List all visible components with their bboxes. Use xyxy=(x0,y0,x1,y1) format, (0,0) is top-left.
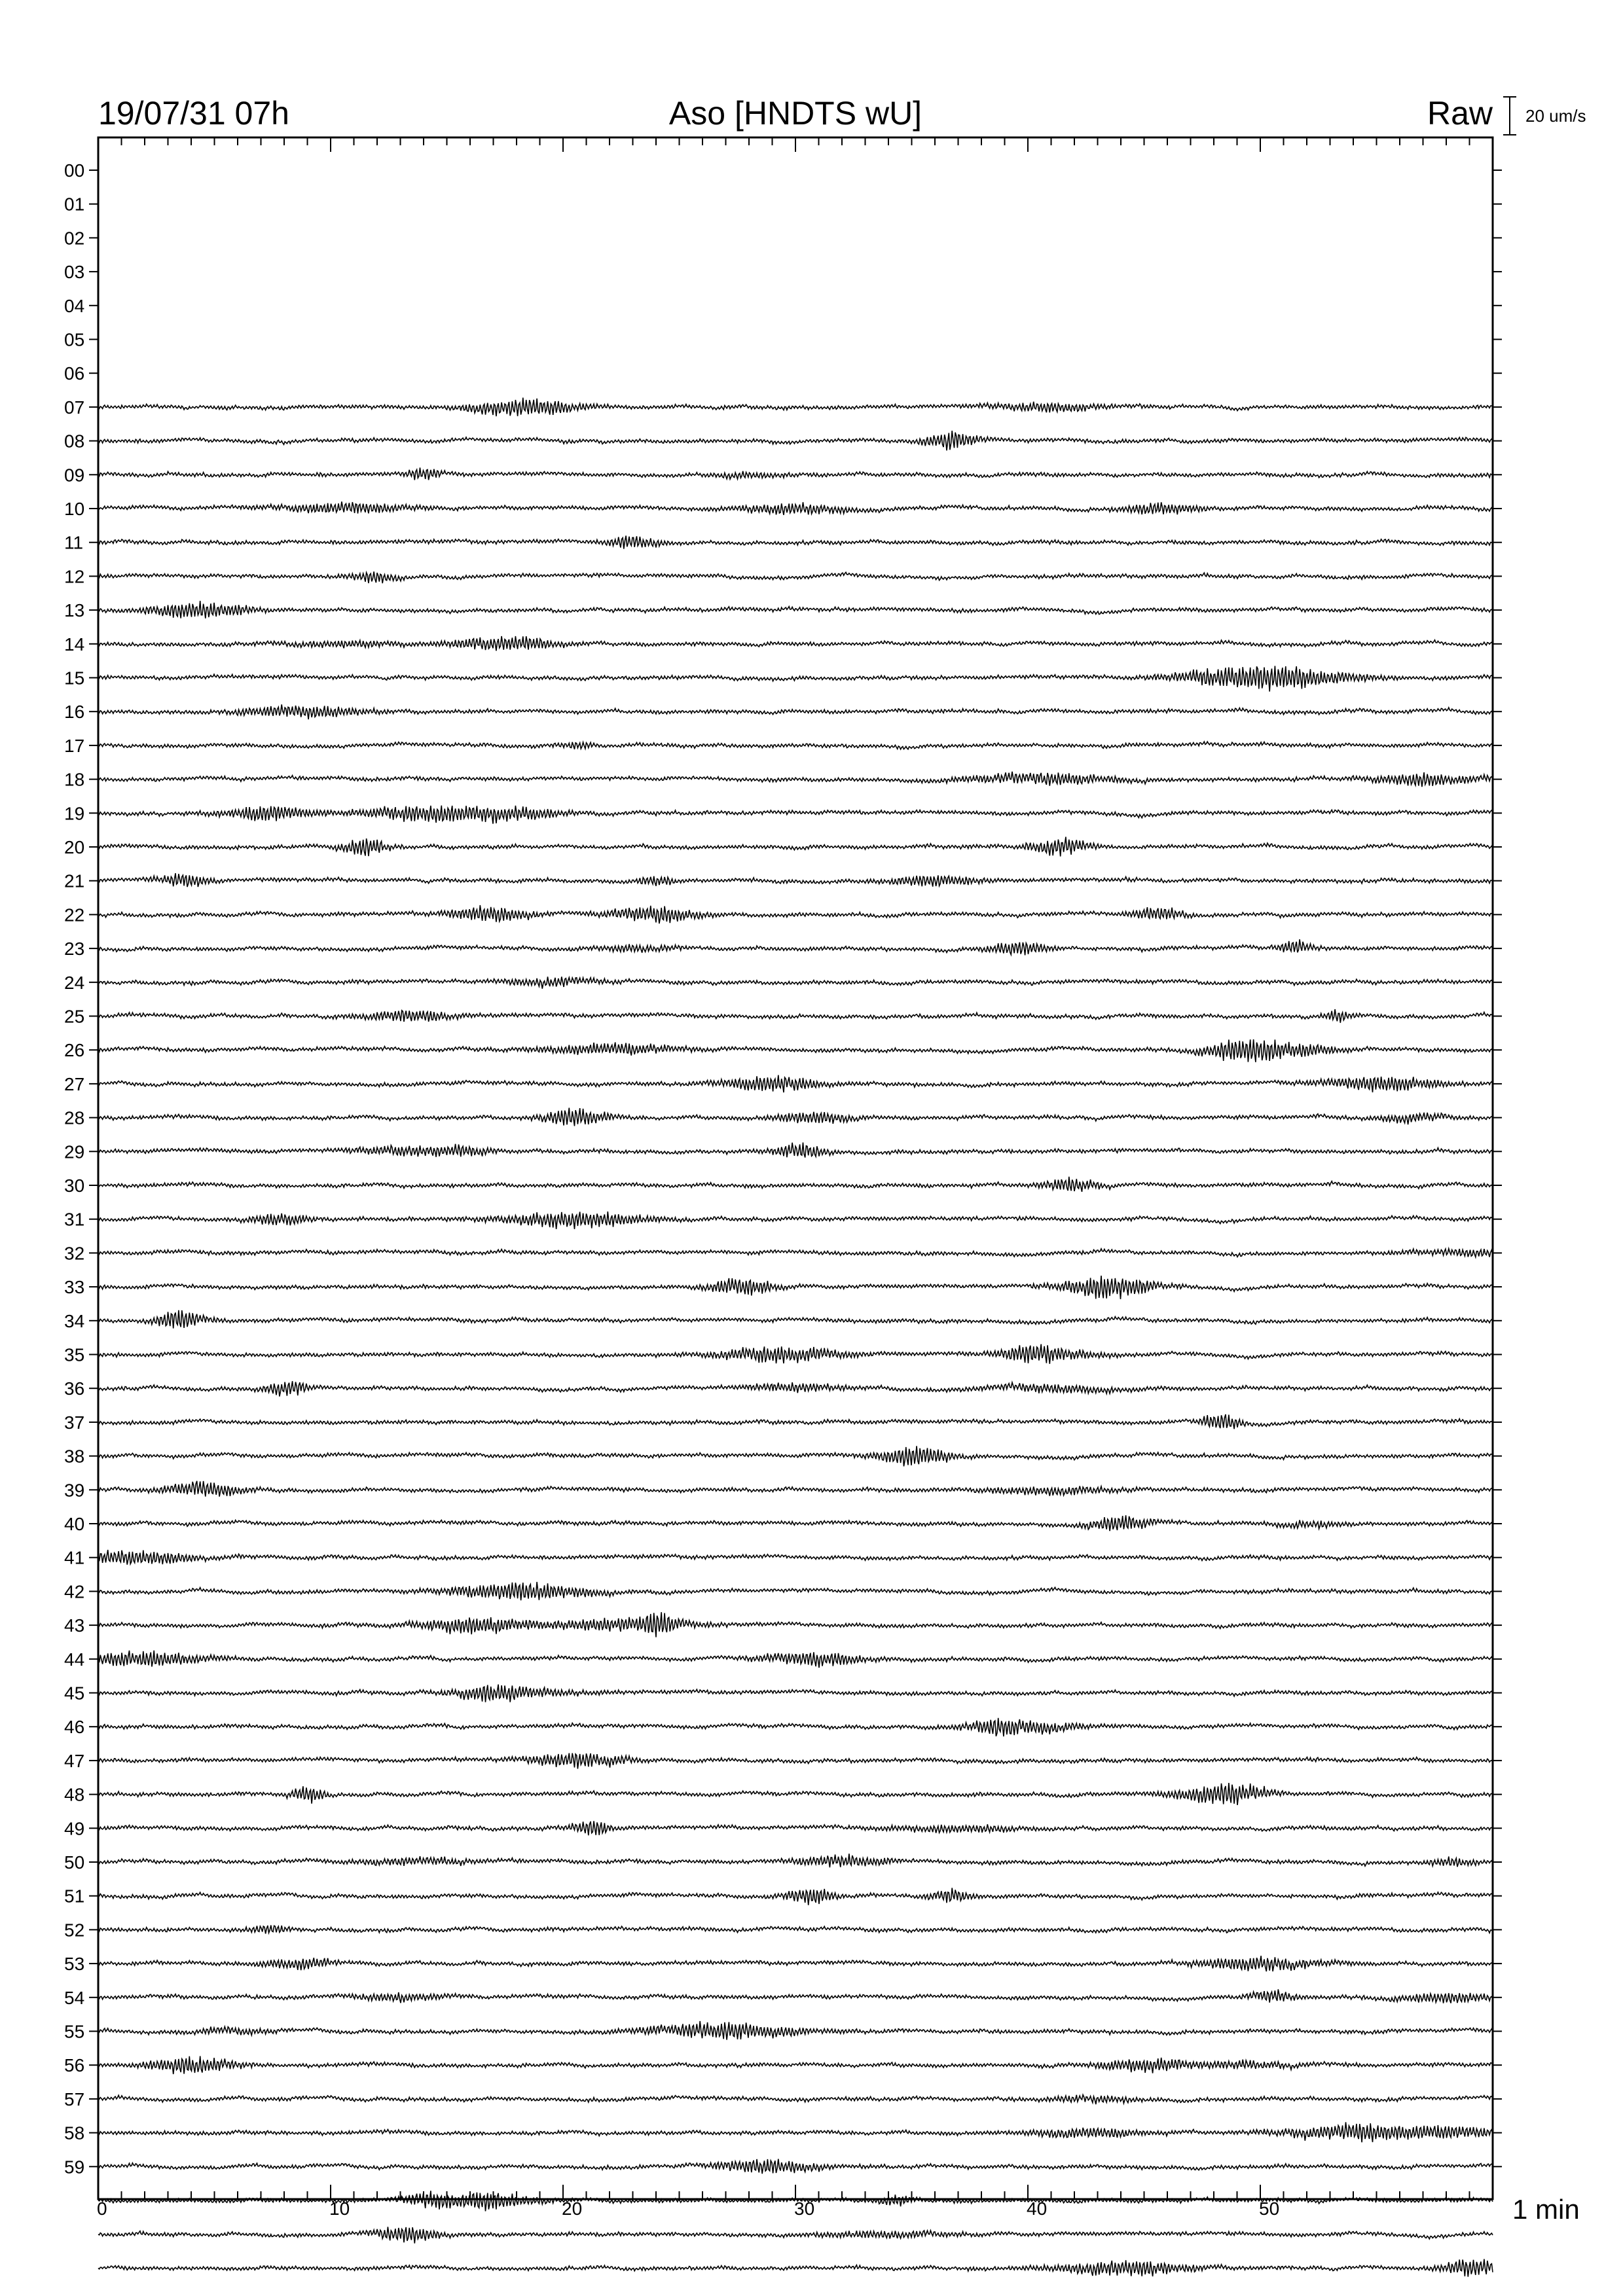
trace-row xyxy=(98,1515,1493,1531)
row-label: 33 xyxy=(64,1277,85,1298)
row-label: 43 xyxy=(64,1615,85,1636)
trace-row xyxy=(98,1753,1493,1769)
row-label: 51 xyxy=(64,1886,85,1907)
x-tick-label: 50 xyxy=(1259,2198,1280,2219)
trace-row xyxy=(98,1582,1493,1600)
row-label: 05 xyxy=(64,329,85,350)
row-label: 02 xyxy=(64,228,85,249)
trace-row xyxy=(98,1821,1493,1835)
trace-row xyxy=(98,431,1493,450)
row-label: 41 xyxy=(64,1547,85,1568)
trace-row xyxy=(98,772,1493,787)
row-label: 44 xyxy=(64,1649,85,1670)
row-label: 22 xyxy=(64,905,85,925)
row-label: 01 xyxy=(64,194,85,215)
row-label: 24 xyxy=(64,972,85,993)
row-label: 54 xyxy=(64,1987,85,2008)
row-label: 35 xyxy=(64,1344,85,1365)
trace-row xyxy=(98,873,1493,887)
trace-row xyxy=(98,939,1493,955)
trace-row xyxy=(98,2056,1493,2075)
trace-row xyxy=(98,1075,1493,1093)
row-label: 07 xyxy=(64,397,85,418)
row-label: 50 xyxy=(64,1852,85,1873)
row-label: 10 xyxy=(64,499,85,519)
row-label: 59 xyxy=(64,2157,85,2178)
row-label: 47 xyxy=(64,1750,85,1771)
trace-row xyxy=(98,1888,1493,1905)
trace-row xyxy=(98,468,1493,480)
trace-row xyxy=(98,398,1493,416)
trace-row xyxy=(98,905,1493,924)
trace-row xyxy=(98,837,1493,857)
row-label: 13 xyxy=(64,600,85,621)
trace-row xyxy=(98,1143,1493,1158)
trace-row xyxy=(98,742,1493,749)
row-label: 37 xyxy=(64,1412,85,1433)
trace-row xyxy=(98,571,1493,583)
header-mode: Raw xyxy=(1427,95,1493,132)
row-label: 34 xyxy=(64,1310,85,1331)
trace-row xyxy=(98,1651,1493,1668)
x-tick-label: 0 xyxy=(97,2198,107,2219)
trace-row xyxy=(98,977,1493,988)
row-label: 11 xyxy=(64,532,84,553)
trace-row xyxy=(98,1481,1493,1497)
trace-row xyxy=(98,1211,1493,1229)
time-unit-label: 1 min xyxy=(1512,2194,1580,2225)
trace-row xyxy=(98,704,1493,719)
row-label: 18 xyxy=(64,769,85,790)
trace-row xyxy=(98,2095,1493,2105)
trace-row xyxy=(98,1177,1493,1192)
scale-bar xyxy=(1503,97,1516,135)
trace-row xyxy=(98,2227,1493,2243)
row-label: 56 xyxy=(64,2055,85,2076)
row-label: 25 xyxy=(64,1006,85,1027)
row-label: 45 xyxy=(64,1683,85,1704)
row-label: 55 xyxy=(64,2021,85,2042)
trace-row xyxy=(98,1381,1493,1396)
x-tick-label: 40 xyxy=(1027,2198,1048,2219)
row-label: 28 xyxy=(64,1107,85,1128)
trace-row xyxy=(98,666,1493,691)
scale-label: 20 um/s xyxy=(1525,106,1586,126)
trace-row xyxy=(98,2122,1493,2142)
row-label: 52 xyxy=(64,1920,85,1941)
axis-ticks xyxy=(98,137,1493,2199)
row-label: 00 xyxy=(64,160,85,181)
row-label: 36 xyxy=(64,1378,85,1399)
row-label: 30 xyxy=(64,1175,85,1196)
header-datetime: 19/07/31 07h xyxy=(98,95,289,132)
trace-row xyxy=(98,1249,1493,1257)
x-tick-label: 10 xyxy=(329,2198,350,2219)
row-label: 29 xyxy=(64,1141,85,1162)
header-station: Aso [HNDTS wU] xyxy=(668,95,922,132)
row-label: 21 xyxy=(64,870,85,891)
row-label: 15 xyxy=(64,668,85,689)
trace-row xyxy=(98,2021,1493,2040)
row-label: 27 xyxy=(64,1073,85,1094)
plot-frame xyxy=(98,137,1493,2199)
trace-row xyxy=(98,1956,1493,1971)
row-label: 32 xyxy=(64,1243,85,1264)
row-label: 39 xyxy=(64,1480,85,1501)
row-label: 57 xyxy=(64,2089,85,2109)
seismogram-traces xyxy=(98,398,1493,2277)
trace-row xyxy=(98,1276,1493,1299)
row-label: 26 xyxy=(64,1040,85,1061)
trace-row xyxy=(98,1989,1493,2003)
row-label: 23 xyxy=(64,939,85,960)
row-label: 04 xyxy=(64,295,85,316)
row-label: 17 xyxy=(64,735,85,756)
row-label: 46 xyxy=(64,1717,85,1738)
trace-row xyxy=(98,1009,1493,1023)
trace-row xyxy=(98,2159,1493,2174)
trace-row xyxy=(98,1612,1493,1637)
row-label: 38 xyxy=(64,1446,85,1467)
trace-row xyxy=(98,1039,1493,1062)
trace-row xyxy=(98,601,1493,619)
trace-row xyxy=(98,1854,1493,1867)
trace-row xyxy=(98,1108,1493,1126)
trace-row xyxy=(98,1446,1493,1466)
trace-row xyxy=(98,806,1493,824)
trace-row xyxy=(98,1310,1493,1329)
row-label: 40 xyxy=(64,1514,85,1534)
trace-row xyxy=(98,2259,1493,2277)
trace-row xyxy=(98,501,1493,514)
row-label: 49 xyxy=(64,1818,85,1839)
row-label: 14 xyxy=(64,634,85,655)
row-label: 16 xyxy=(64,702,85,723)
row-label: 48 xyxy=(64,1784,85,1805)
row-label: 42 xyxy=(64,1581,85,1602)
x-tick-label: 30 xyxy=(794,2198,815,2219)
trace-row xyxy=(98,1685,1493,1702)
trace-row xyxy=(98,1550,1493,1565)
trace-row xyxy=(98,1344,1493,1364)
trace-row xyxy=(98,636,1493,651)
trace-row xyxy=(98,1414,1493,1429)
row-label: 19 xyxy=(64,803,85,824)
row-label: 08 xyxy=(64,431,85,452)
row-label: 20 xyxy=(64,837,85,857)
row-labels xyxy=(64,160,1502,2177)
x-tick-label: 20 xyxy=(562,2198,583,2219)
row-label: 12 xyxy=(64,566,85,587)
row-label: 06 xyxy=(64,363,85,384)
row-label: 58 xyxy=(64,2123,85,2144)
trace-row xyxy=(98,1718,1493,1736)
trace-row xyxy=(98,536,1493,549)
trace-row xyxy=(98,1926,1493,1934)
row-label: 53 xyxy=(64,1954,85,1975)
row-label: 31 xyxy=(64,1209,85,1230)
row-label: 09 xyxy=(64,465,85,486)
trace-row xyxy=(98,1783,1493,1805)
row-label: 03 xyxy=(64,262,85,283)
